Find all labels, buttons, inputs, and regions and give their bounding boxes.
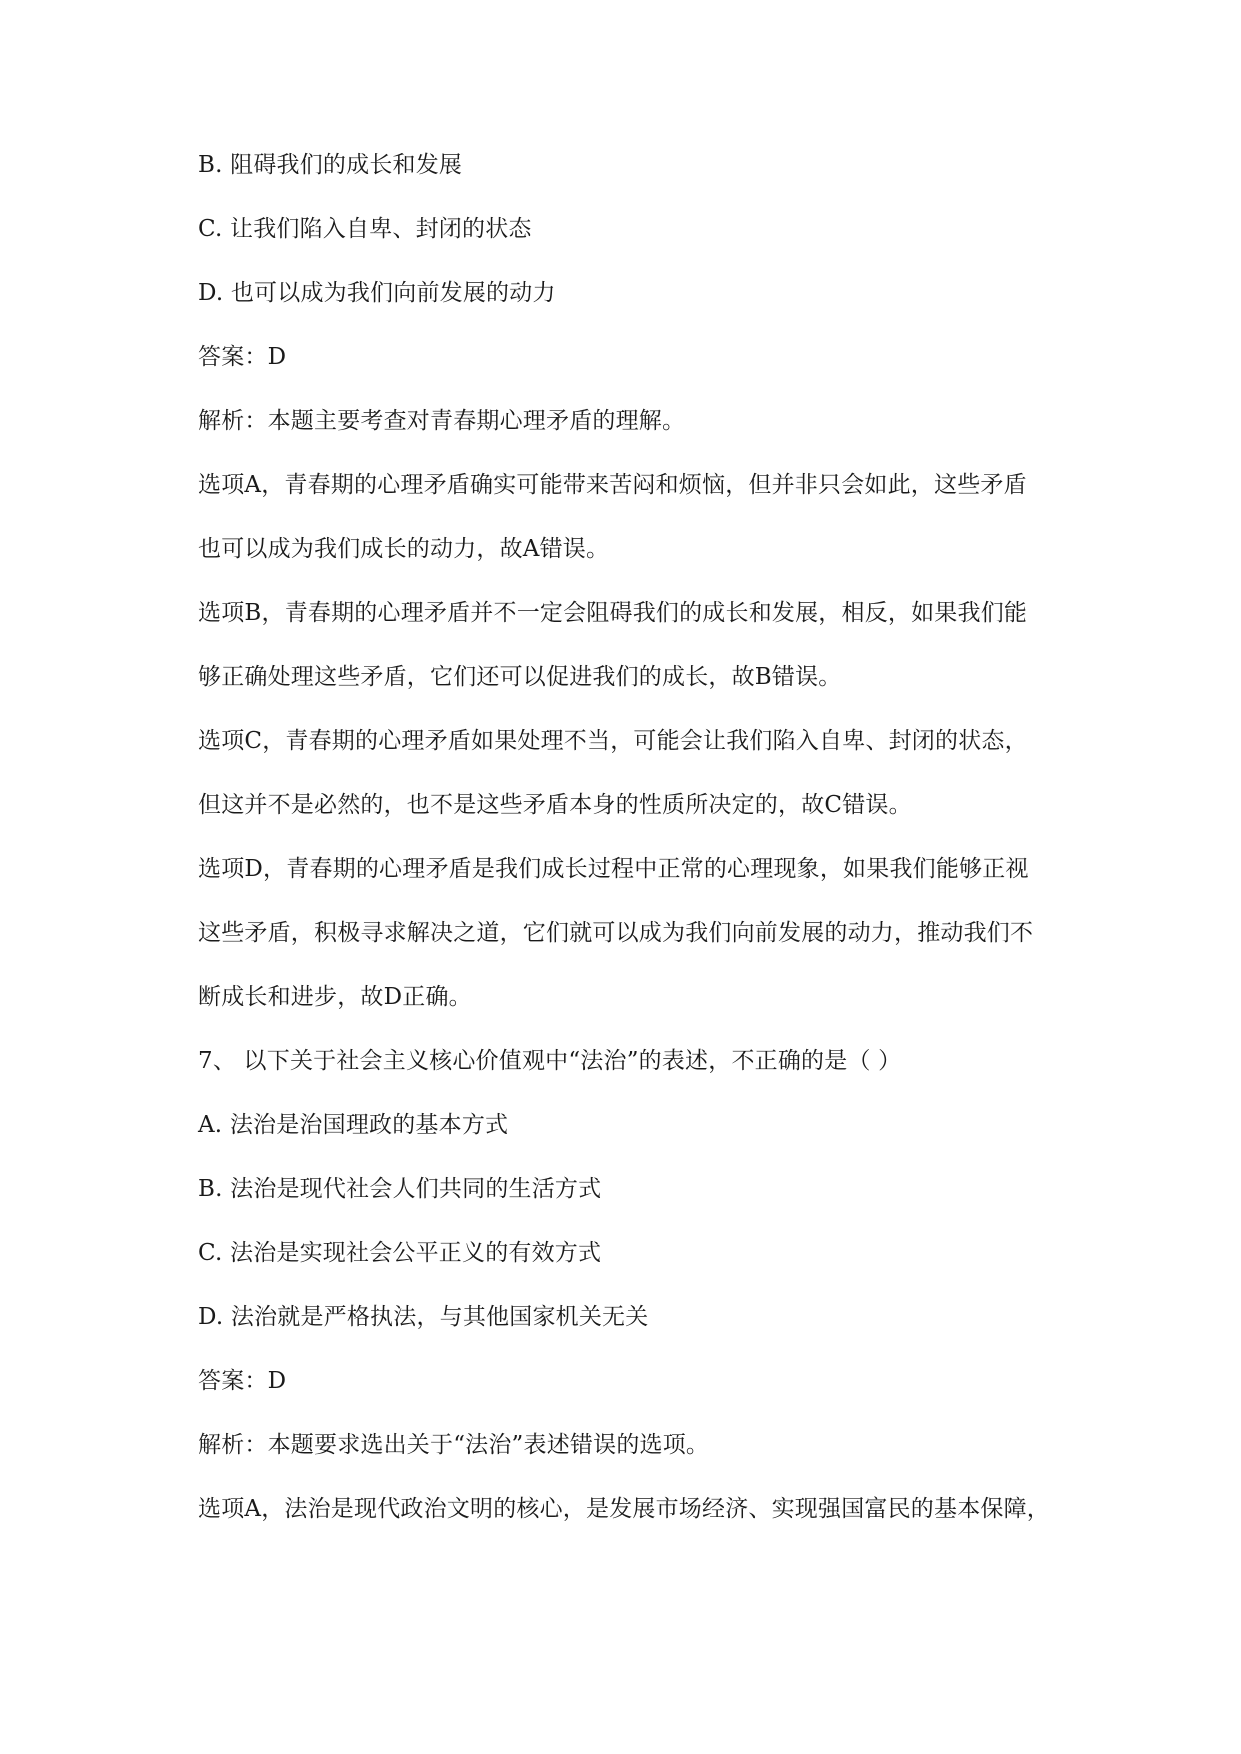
analysis-paragraph-line: 断成长和进步，故D正确。 — [198, 984, 472, 1010]
question-7-text: 7、 以下关于社会主义核心价值观中“法治”的表述，不正确的是（ ） — [198, 1048, 902, 1074]
analysis-text: 解析：本题主要考查对青春期心理矛盾的理解。 — [198, 408, 686, 434]
option-a-text: A. 法治是治国理政的基本方式 — [198, 1112, 509, 1138]
option-d-text: D. 也可以成为我们向前发展的动力 — [198, 280, 556, 306]
analysis-paragraph-line: 选项C，青春期的心理矛盾如果处理不当，可能会让我们陷入自卑、封闭的状态， — [198, 728, 1028, 754]
analysis-paragraph-line: 选项D，青春期的心理矛盾是我们成长过程中正常的心理现象，如果我们能够正视 — [198, 856, 1029, 882]
analysis-paragraph-line: 也可以成为我们成长的动力，故A错误。 — [198, 536, 610, 562]
analysis-paragraph-line: 够正确处理这些矛盾，它们还可以促进我们的成长，故B错误。 — [198, 664, 842, 690]
answer-text: 答案：D — [198, 1368, 287, 1394]
analysis-paragraph-line: 选项A，青春期的心理矛盾确实可能带来苦闷和烦恼，但并非只会如此，这些矛盾 — [198, 472, 1027, 498]
analysis-text: 解析：本题要求选出关于“法治”表述错误的选项。 — [198, 1432, 710, 1458]
option-b-text: B. 阻碍我们的成长和发展 — [198, 152, 463, 178]
option-d-text: D. 法治就是严格执法，与其他国家机关无关 — [198, 1304, 649, 1330]
option-c-text: C. 法治是实现社会公平正义的有效方式 — [198, 1240, 602, 1266]
option-c-text: C. 让我们陷入自卑、封闭的状态 — [198, 216, 532, 242]
analysis-paragraph-line: 选项A，法治是现代政治文明的核心，是发展市场经济、实现强国富民的基本保障， — [198, 1496, 1051, 1522]
answer-text: 答案：D — [198, 344, 287, 370]
analysis-paragraph-line: 这些矛盾，积极寻求解决之道，它们就可以成为我们向前发展的动力，推动我们不 — [198, 920, 1034, 946]
option-b-text: B. 法治是现代社会人们共同的生活方式 — [198, 1176, 602, 1202]
analysis-paragraph-line: 但这并不是必然的，也不是这些矛盾本身的性质所决定的，故C错误。 — [198, 792, 912, 818]
analysis-paragraph-line: 选项B，青春期的心理矛盾并不一定会阻碍我们的成长和发展，相反，如果我们能 — [198, 600, 1028, 626]
